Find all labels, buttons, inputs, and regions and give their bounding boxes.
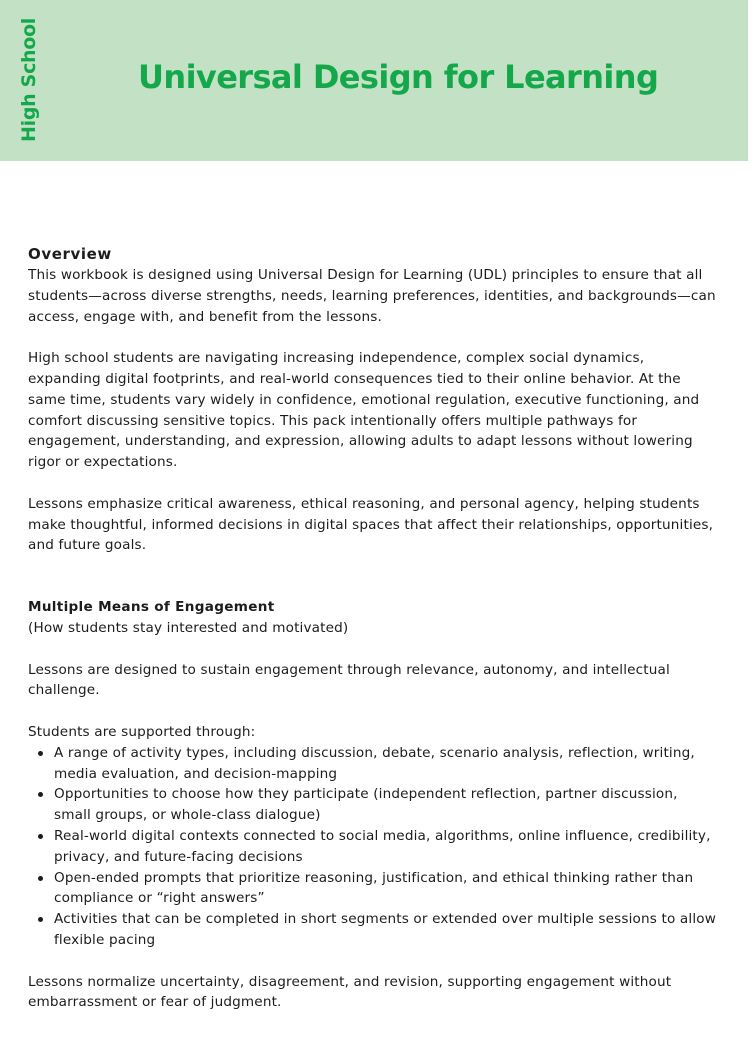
engagement-heading: Multiple Means of Engagement — [28, 599, 275, 616]
overview-heading: Overview — [28, 245, 112, 263]
side-tab — [16, 18, 42, 142]
overview-paragraph-2: High school students are navigating increasing independence, complex social dynamics, expanding digital footprints, and real-world consequences tied to their online behavior. At the same time, students vary widely in confidence, emotional regulation, executive functioning, and comfort discussing sensitive topics. This pack intentionally offers multiple pathways for engagement, understanding, and expression, allowing adults to adapt lessons without lowering rigor or expectations. — [28, 350, 700, 471]
side-tab-label: High School — [18, 18, 40, 142]
engagement-bullet-list — [28, 743, 718, 951]
page-title: Universal Design for Learning — [138, 58, 659, 96]
engagement-closing: Lessons normalize uncertainty, disagreement, and revision, supporting engagement without embarrassment or fear of judgment. — [28, 973, 672, 1011]
overview-paragraph-1: This workbook is designed using Universal Design for Learning (UDL) principles to ensure that all students—across diverse strengths, needs, learning preferences, identities, and backgrounds—can access, engage with, and benefit from the lessons. — [28, 267, 716, 325]
overview-paragraph-3: Lessons emphasize critical awareness, ethical reasoning, and personal agency, helping students make thoughtful, informed decisions in digital spaces that affect their relationships, opportunities, and future goals. — [28, 495, 714, 554]
engagement-intro: Lessons are designed to sustain engagement through relevance, autonomy, and intellectual challenge. — [28, 661, 670, 699]
list-item: Activities that can be completed in short segments or extended over multiple sessions to allow flexible pacing — [54, 909, 718, 951]
engagement-list-intro: Students are supported through: — [28, 723, 256, 740]
engagement-subheading: (How students stay interested and motivated) — [28, 619, 349, 636]
list-item: Open-ended prompts that prioritize reasoning, justification, and ethical thinking rather than compliance or “right answers” — [54, 868, 718, 910]
header-band — [0, 0, 748, 161]
list-item: A range of activity types, including discussion, debate, scenario analysis, reflection, writing, media evaluation, and decision-mapping — [54, 743, 718, 785]
document-body — [28, 243, 718, 1013]
list-item: Opportunities to choose how they participate (independent reflection, partner discussion, small groups, or whole-class dialogue) — [54, 784, 718, 826]
list-item: Real-world digital contexts connected to social media, algorithms, online influence, credibility, privacy, and future-facing decisions — [54, 826, 718, 868]
